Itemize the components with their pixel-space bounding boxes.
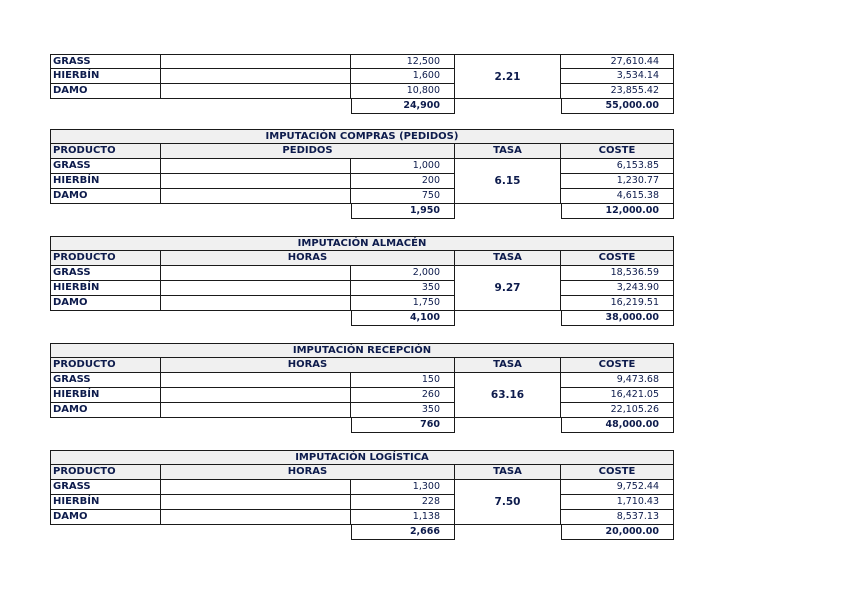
cost-cell: 1,230.77 [561,174,674,189]
product-cell: DAMO [50,189,161,204]
cost-cell: 4,615.38 [561,189,674,204]
header-rate: TASA [455,358,561,373]
qty-cell: 228 [351,495,455,510]
blank-cell [161,174,351,189]
blank-cell [161,54,351,69]
cost-cell: 22,105.26 [561,403,674,418]
header-rate: TASA [455,144,561,159]
product-cell: HIERBÍN [50,388,161,403]
cost-cell: 23,855.42 [561,84,674,99]
rate-cell: 2.21 [455,54,561,99]
blank-cell [161,403,351,418]
qty-cell: 350 [351,403,455,418]
qty-cell: 10,800 [351,84,455,99]
header-qty: HORAS [161,251,455,266]
table-title: IMPUTACIÓN RECEPCIÓN [50,343,674,358]
qty-cell: 1,000 [351,159,455,174]
product-cell: GRASS [50,54,161,69]
product-cell: HIERBÍN [50,495,161,510]
product-cell: DAMO [50,84,161,99]
qty-cell: 750 [351,189,455,204]
cost-cell: 16,219.51 [561,296,674,311]
total-cost-cell: 20,000.00 [561,525,674,540]
qty-cell: 1,300 [351,480,455,495]
blank-cell [161,296,351,311]
cost-cell: 27,610.44 [561,54,674,69]
qty-cell: 1,600 [351,69,455,84]
spreadsheet [50,54,674,542]
blank-cell [161,189,351,204]
header-rate: TASA [455,251,561,266]
cost-cell: 8,537.13 [561,510,674,525]
total-qty-cell: 4,100 [351,311,455,326]
qty-cell: 200 [351,174,455,189]
rate-cell: 6.15 [455,159,561,204]
header-product: PRODUCTO [50,251,161,266]
table-title: IMPUTACIÓN LOGÍSTICA [50,450,674,465]
header-cost: COSTE [561,465,674,480]
blank-cell [161,266,351,281]
blank-cell [161,495,351,510]
product-cell: DAMO [50,296,161,311]
total-cost-cell: 38,000.00 [561,311,674,326]
total-qty-cell: 2,666 [351,525,455,540]
total-cost-cell: 55,000.00 [561,99,674,114]
product-cell: HIERBÍN [50,174,161,189]
rate-cell: 63.16 [455,373,561,418]
blank-cell [161,480,351,495]
product-cell: GRASS [50,480,161,495]
rate-cell: 7.50 [455,480,561,525]
imputation-table [50,450,674,542]
cost-cell: 16,421.05 [561,388,674,403]
imputation-table [50,129,674,221]
table-title: IMPUTACIÓN ALMACÉN [50,236,674,251]
header-cost: COSTE [561,251,674,266]
qty-cell: 2,000 [351,266,455,281]
total-qty-cell: 1,950 [351,204,455,219]
product-cell: DAMO [50,403,161,418]
cost-cell: 3,243.90 [561,281,674,296]
qty-cell: 1,750 [351,296,455,311]
cost-cell: 3,534.14 [561,69,674,84]
qty-cell: 1,138 [351,510,455,525]
blank-cell [161,159,351,174]
cost-cell: 9,473.68 [561,373,674,388]
qty-cell: 260 [351,388,455,403]
blank-cell [161,373,351,388]
product-cell: GRASS [50,373,161,388]
blank-cell [161,69,351,84]
imputation-table [50,236,674,328]
table-title: IMPUTACIÓN COMPRAS (PEDIDOS) [50,129,674,144]
cost-cell: 1,710.43 [561,495,674,510]
blank-cell [161,510,351,525]
header-product: PRODUCTO [50,358,161,373]
cost-cell: 9,752.44 [561,480,674,495]
product-cell: GRASS [50,159,161,174]
product-cell: DAMO [50,510,161,525]
total-qty-cell: 24,900 [351,99,455,114]
qty-cell: 350 [351,281,455,296]
summary-table [50,54,674,114]
header-product: PRODUCTO [50,465,161,480]
cost-cell: 6,153.85 [561,159,674,174]
blank-cell [161,388,351,403]
header-qty: HORAS [161,358,455,373]
qty-cell: 150 [351,373,455,388]
header-cost: COSTE [561,144,674,159]
header-product: PRODUCTO [50,144,161,159]
header-qty: PEDIDOS [161,144,455,159]
header-qty: HORAS [161,465,455,480]
product-cell: HIERBÍN [50,281,161,296]
rate-cell: 9.27 [455,266,561,311]
imputation-table [50,343,674,435]
product-cell: HIERBÍN [50,69,161,84]
qty-cell: 12,500 [351,54,455,69]
header-rate: TASA [455,465,561,480]
cost-cell: 18,536.59 [561,266,674,281]
total-cost-cell: 48,000.00 [561,418,674,433]
blank-cell [161,84,351,99]
total-qty-cell: 760 [351,418,455,433]
blank-cell [161,281,351,296]
product-cell: GRASS [50,266,161,281]
header-cost: COSTE [561,358,674,373]
total-cost-cell: 12,000.00 [561,204,674,219]
